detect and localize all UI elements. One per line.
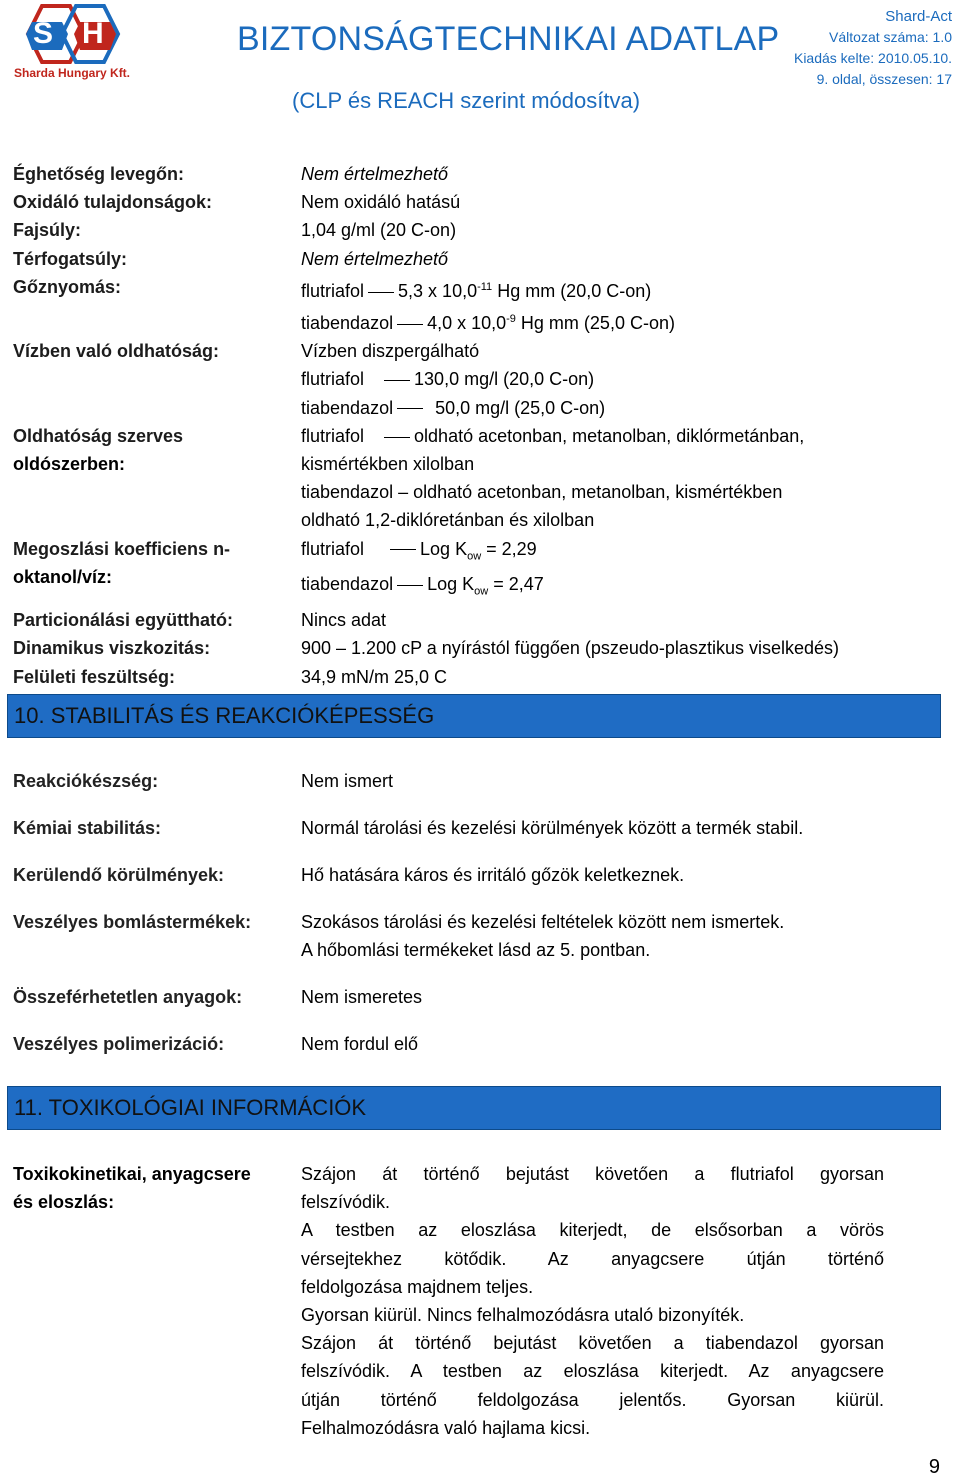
text-line: Szájon át történő bejutást követően a flutriafol gyorsan: [301, 1164, 884, 1184]
property-label: Reakciókészség:: [13, 771, 159, 791]
document-header: [0, 0, 960, 130]
property-label: Oldhatóság szerves: [13, 425, 184, 446]
property-label: Veszélyes bomlástermékek:: [13, 912, 252, 932]
property-value: 1,04 g/ml (20 C-on): [301, 220, 457, 241]
property-row: [13, 245, 948, 273]
property-value: [301, 305, 948, 337]
property-value: Vízben diszpergálható: [301, 341, 480, 362]
text-line: felszívódik.: [301, 1192, 391, 1213]
label-line: Toxikokinetikai, anyagcsere: [13, 1164, 251, 1184]
substance-name: tiabendazol: [301, 574, 394, 595]
value-text: Log K: [420, 538, 468, 559]
value-text: 50,0 mg/l (25,0 C-on): [435, 397, 606, 418]
property-value: tiabendazol – oldható acetonban, metanolban, kismértékben: [301, 482, 783, 503]
logo-letter-h: H: [82, 17, 104, 50]
text-line: útján történő feldolgozása jelentős. Gyorsan kiürül.: [301, 1389, 884, 1410]
subscript: ow: [474, 586, 489, 599]
property-label: Vízben való oldhatóság:: [13, 341, 220, 362]
substance-name: flutriafol: [301, 369, 365, 390]
substance-name: tiabendazol: [301, 313, 394, 334]
property-label: Térfogatsúly:: [13, 248, 128, 269]
property-value: Hő hatására káros és irritáló gőzök keletkeznek.: [301, 865, 685, 885]
property-value: [301, 365, 948, 393]
dash-separator: [384, 380, 410, 381]
exponent: -9: [506, 313, 516, 326]
polymerization-row: [13, 1030, 948, 1058]
property-value: [301, 1160, 884, 1442]
substance-name: flutriafol: [301, 425, 365, 446]
property-row: [13, 337, 948, 422]
property-label: Megoszlási koefficiens n-: [13, 538, 231, 559]
property-row: [13, 188, 948, 216]
property-label: Kémiai stabilitás:: [13, 818, 162, 838]
text-line: felszívódik. A testben az eloszlása kiterjedt. Az anyagcsere: [301, 1361, 884, 1382]
property-value: [301, 535, 948, 571]
property-row: [13, 663, 948, 691]
text-line: A testben az eloszlása kiterjedt, de elsősorban a vörös: [301, 1220, 884, 1241]
property-label: Particionálási együttható:: [13, 610, 234, 631]
property-label: [13, 1160, 288, 1216]
property-value: Szokásos tárolási és kezelési feltételek között nem ismertek.: [301, 912, 785, 932]
property-row: [13, 273, 948, 337]
property-value: kismértékben xilolban: [301, 454, 475, 475]
property-label: oktanol/víz:: [13, 566, 113, 587]
property-label: Gőznyomás:: [13, 276, 122, 297]
property-value: Normál tárolási és kezelési körülmények között a termék stabil.: [301, 818, 804, 838]
dash-separator: [397, 408, 423, 409]
property-label: Dinamikus viszkozitás:: [13, 638, 211, 659]
product-name: Shard-Act: [885, 8, 952, 25]
property-value: oldható 1,2-diklóretánban és xilolban: [301, 510, 595, 531]
dash-separator: [397, 585, 423, 586]
dash-separator: [384, 437, 410, 438]
property-value: Nem ismeretes: [301, 987, 423, 1007]
exponent: -11: [477, 280, 493, 293]
page-info: 9. oldal, összesen: 17: [816, 71, 952, 87]
property-row: [13, 422, 948, 535]
property-value: Nem oxidáló hatású: [301, 192, 461, 213]
property-row: [13, 216, 948, 244]
property-value: [301, 273, 948, 305]
property-value: [301, 394, 948, 422]
text-line: Felhalmozódásra való hajlama kicsi.: [301, 1417, 591, 1438]
reactivity-row: [13, 767, 948, 795]
toxicokinetics-row: [13, 1160, 948, 1442]
text-line: feldolgozása majdnem teljes.: [301, 1276, 534, 1297]
property-label: oldószerben:: [13, 454, 126, 475]
value-text: 130,0 mg/l (20,0 C-on): [414, 369, 595, 390]
conditions-to-avoid-row: [13, 861, 948, 889]
section-10-header: [7, 694, 941, 738]
value-text: 4,0 x 10,0: [427, 313, 507, 334]
property-value: Nem ismert: [301, 771, 394, 791]
property-label: Felületi feszültség:: [13, 666, 176, 687]
property-value: Nem fordul elő: [301, 1034, 419, 1054]
property-value: [301, 570, 948, 606]
property-row: [13, 606, 948, 634]
property-label: Összeférhetetlen anyagok:: [13, 987, 243, 1007]
page-number: 9: [928, 1456, 940, 1478]
value-text: 5,3 x 10,0: [398, 280, 478, 301]
unit-text: Hg mm (20,0 C-on): [492, 280, 652, 301]
property-value: [301, 422, 948, 450]
property-row: [13, 535, 948, 607]
stability-row: [13, 814, 948, 842]
property-row: [13, 160, 948, 188]
substance-name: flutriafol: [301, 280, 365, 301]
label-line: és eloszlás:: [13, 1192, 115, 1213]
value-text: = 2,47: [488, 574, 544, 595]
unit-text: Hg mm (25,0 C-on): [515, 313, 675, 334]
logo-letter-s: S: [33, 17, 54, 50]
section-11-header: [7, 1086, 941, 1130]
value-text: = 2,29: [481, 538, 537, 559]
section-title: 10. STABILITÁS ÉS REAKCIÓKÉPESSÉG: [14, 703, 435, 728]
issue-date: Kiadás kelte: 2010.05.10.: [793, 50, 952, 66]
substance-name: tiabendazol: [301, 397, 394, 418]
property-value: Nem értelmezhető: [301, 248, 449, 269]
physical-properties: [13, 160, 948, 691]
decomposition-row: [13, 908, 948, 964]
value-text: Log K: [427, 574, 475, 595]
substance-name: flutriafol: [301, 538, 365, 559]
document-title: BIZTONSÁGTECHNIKAI ADATLAP: [237, 20, 780, 58]
text-line: Szájon át történő bejutást követően a tiabendazol gyorsan: [301, 1333, 884, 1354]
logo-company-name: Sharda Hungary Kft.: [14, 66, 131, 80]
property-label: Veszélyes polimerizáció:: [13, 1034, 225, 1054]
dash-separator: [390, 549, 416, 550]
property-label: Kerülendő körülmények:: [13, 865, 225, 885]
property-label: Fajsúly:: [13, 220, 82, 241]
property-value: Nem értelmezhető: [301, 164, 449, 184]
version-number: Változat száma: 1.0: [829, 29, 952, 45]
section-title: 11. TOXIKOLÓGIAI INFORMÁCIÓK: [14, 1095, 367, 1120]
text-line: Gyorsan kiürül. Nincs felhalmozódásra utaló bizonyíték.: [301, 1305, 745, 1326]
dash-separator: [397, 324, 423, 325]
document-meta: [794, 6, 952, 90]
incompatible-row: [13, 983, 948, 1011]
property-label: Éghetőség levegőn:: [13, 164, 185, 184]
property-value: A hőbomlási termékeket lásd az 5. pontban.: [301, 940, 651, 960]
value-text: oldható acetonban, metanolban, diklórmetánban,: [414, 425, 805, 446]
property-value: 34,9 mN/m 25,0 C: [301, 666, 448, 687]
dash-separator: [368, 292, 394, 293]
text-line: vérsejtekhez kötődik. Az anyagcsere útján történő: [301, 1248, 884, 1269]
property-row: [13, 634, 948, 662]
subscript: ow: [467, 550, 482, 563]
document-subtitle: (CLP és REACH szerint módosítva): [292, 88, 641, 113]
property-value: Nincs adat: [301, 610, 387, 631]
property-label: Oxidáló tulajdonságok:: [13, 192, 213, 213]
property-value: 900 – 1.200 cP a nyírástól függően (pszeudo-plasztikus viselkedés): [301, 638, 839, 659]
